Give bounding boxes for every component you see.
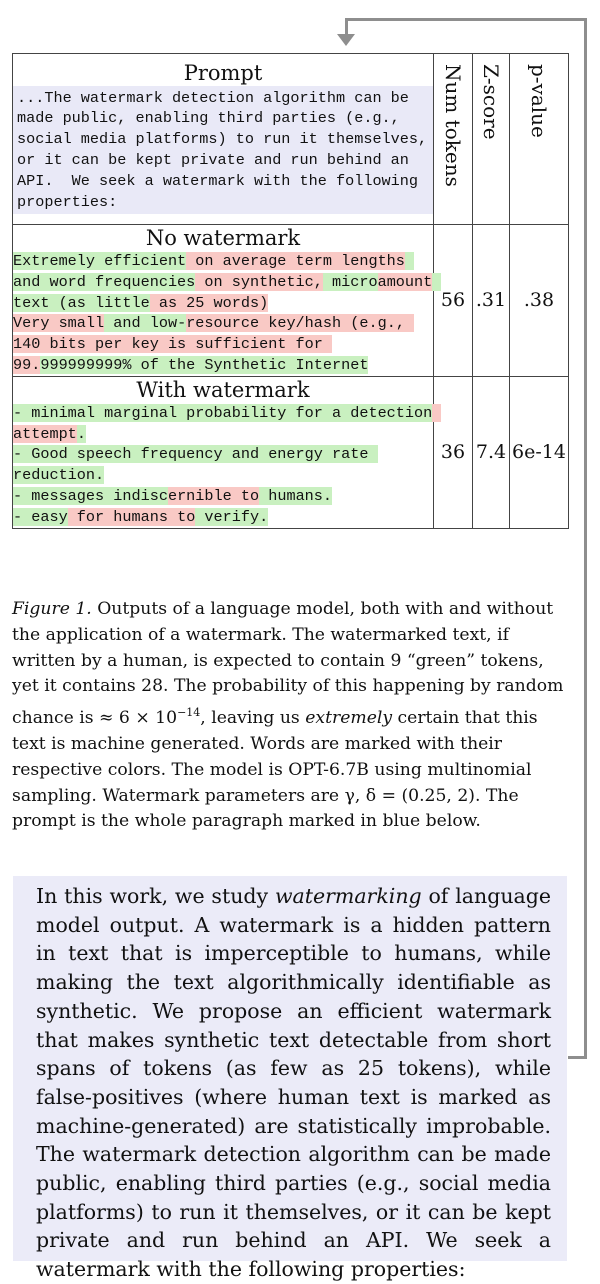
p-value-value: .38 <box>510 225 569 377</box>
red-token: to <box>231 486 260 505</box>
green-token: detection <box>341 403 433 422</box>
num-tokens-value: 36 <box>434 376 473 528</box>
green-token: Internet <box>286 355 369 374</box>
red-token: for 99. <box>13 335 333 374</box>
green-token: - Good speech frequency and energy <box>13 445 323 464</box>
generated-text <box>13 251 442 376</box>
caption-emphasis: extremely <box>305 708 393 729</box>
num-tokens-value: 56 <box>434 225 473 377</box>
green-token: humans. <box>259 486 333 505</box>
paragraph-text: In this work, we study <box>36 884 275 908</box>
arrow-line <box>584 18 587 1058</box>
red-token: to <box>167 507 196 526</box>
red-token: on average term <box>186 252 332 270</box>
green-token: . <box>76 424 86 443</box>
caption-exponent: −14 <box>177 706 201 720</box>
z-score-value: .31 <box>473 225 510 377</box>
red-token: resource key/hash <box>186 314 342 333</box>
caption-text: certain that this text is machine generated. Words are marked with their respective colors. The model is OPT-6.7B using multinomial sampling. Watermark parameters are γ, δ = (0.25, 2). The prompt is the whole paragraph marked in blue below. <box>12 708 538 832</box>
red-token: Very small <box>13 314 105 333</box>
green-token: rate reduction. <box>13 445 378 485</box>
no-watermark-cell <box>13 225 442 377</box>
paragraph-text: of language model output. A watermark is a hidden pattern in text that is imperceptible to humans, while making the text algorithmically identifiable as synthetic. We propose an efficient watermark that makes synthetic text detectable from short spans of tokens (as few as 25 tokens), while false-positives (where human text is marked as machine-generated) are statistically improbable. The watermark detection algorithm can be made public, enabling third parties (e.g., social media platforms) to run it themselves, or it can be kept private and run behind an API. We seek a watermark with the following properties: <box>36 884 552 1282</box>
red-token: amount <box>377 272 433 291</box>
prompt-header: Prompt <box>183 60 263 85</box>
prompt-text: ...The watermark detection algorithm can be made public, enabling third parties (e.g., social media platforms) to run it themselves, or it can be kept private and run behind an API. We seek a watermark with the following properties: <box>13 86 433 215</box>
green-token: - minimal marginal probability for a <box>13 403 342 422</box>
green-token: low- <box>140 314 187 333</box>
table-header-row <box>13 54 569 225</box>
green-token: - messages indisc <box>13 486 168 505</box>
table-row <box>13 376 569 528</box>
green-token: 999999999% of the Synthetic <box>40 355 287 374</box>
red-token: synthetic, <box>222 272 323 291</box>
red-token: on <box>195 272 223 291</box>
p-value-header-cell <box>510 54 569 225</box>
with-watermark-cell <box>13 376 442 528</box>
figure-label: Figure 1. <box>12 599 92 619</box>
green-token: efficient <box>95 252 187 270</box>
row-title: No watermark <box>145 226 301 250</box>
prompt-paragraph <box>36 882 551 1284</box>
green-token: and word frequencies <box>13 252 415 291</box>
z-score-header: Z-score <box>479 64 503 140</box>
green-token: Extremely <box>13 252 96 270</box>
arrow-line <box>568 1056 587 1059</box>
z-score-header-cell <box>473 54 510 225</box>
red-token: humans <box>104 507 168 526</box>
green-token: and <box>104 314 141 333</box>
green-token: text (as little <box>13 272 442 312</box>
num-tokens-header: Num tokens <box>441 64 465 187</box>
red-token: ernible <box>167 486 232 505</box>
table-row <box>13 225 569 377</box>
caption-text: , leaving us <box>200 708 306 729</box>
green-token: - easy <box>13 507 68 526</box>
arrow-head-icon <box>337 34 355 46</box>
caption-text: Outputs of a language model, both with and without the application of a watermark. The watermarked text, if written by a human, is expected to contain 9 “green” tokens, yet it contains 28. The probability of this happening by random chance is ≈ 6 × 10 <box>12 599 564 729</box>
p-value-value: 6e-14 <box>510 376 569 528</box>
red-token: (e.g., 140 bits per key is sufficient <box>13 314 415 354</box>
prompt-cell <box>13 54 437 225</box>
generated-text <box>13 403 442 528</box>
p-value-header: p-value <box>527 64 551 138</box>
arrow-line <box>345 18 586 21</box>
results-table <box>12 53 569 529</box>
green-token: verify. <box>195 507 269 526</box>
row-title: With watermark <box>136 377 310 402</box>
red-token: lengths <box>332 252 405 270</box>
red-token: attempt <box>13 403 442 443</box>
green-token: micro <box>322 272 378 291</box>
paragraph-emphasis: watermarking <box>274 884 422 908</box>
red-token: as 25 words) <box>149 293 269 312</box>
num-tokens-header-cell <box>434 54 473 225</box>
red-token: for <box>67 507 105 526</box>
figure-caption <box>12 597 572 835</box>
z-score-value: 7.4 <box>473 376 510 528</box>
